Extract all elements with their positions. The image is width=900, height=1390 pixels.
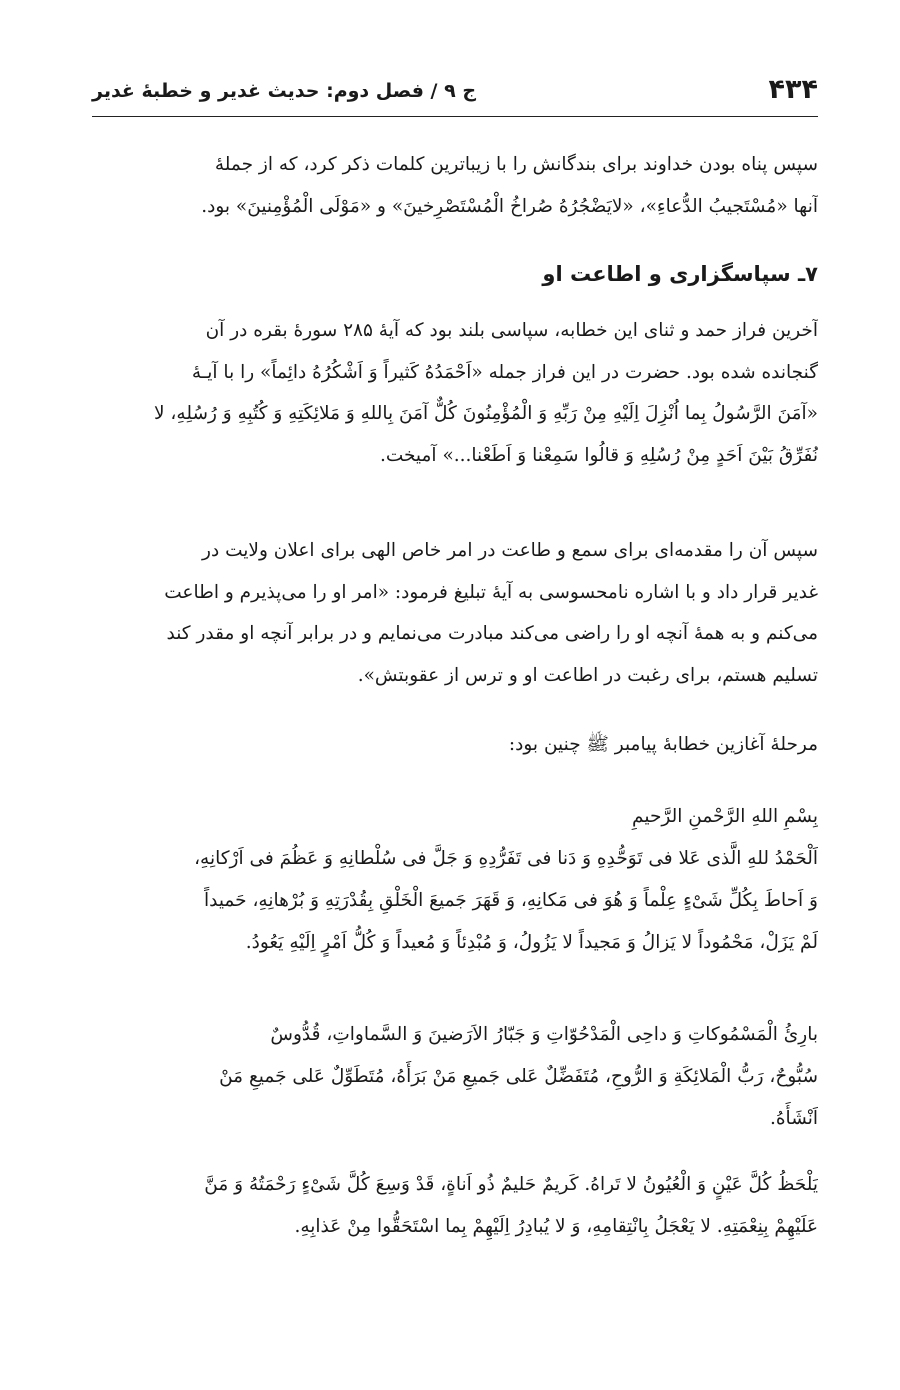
paragraph-obedience — [92, 530, 818, 696]
text-line: آخرین فراز حمد و ثنای این خطابه، سپاسی بلند بود که آیهٔ ۲۸۵ سورهٔ بقره در آن — [205, 320, 818, 341]
text-line: غدیر قرار داد و با اشاره نامحسوسی به آیهٔ تبلیغ فرمود: «امر او را می‌پذیرم و اطاعت — [164, 581, 818, 603]
text-line: نُفَرِّقُ بَیْنَ اَحَدٍ مِنْ رُسُلِهِ وَ قالُوا سَمِعْنا وَ اَطَعْنا...» آمیخت. — [379, 444, 818, 466]
text-line: آنها «مُسْتَجیبُ الدُّعاءِ»، «لایَضْجُرُهُ صُراخُ الْمُسْتَصْرِخینَ» و «مَوْلَی الْمُؤْمِنینَ» بود. — [201, 195, 818, 217]
text-line: گنجانده شده بود. حضرت در این فراز جمله «اَحْمَدُهُ کَثیراً وَ اَشْکُرُهُ دائِماً» را با آیـهٔ — [191, 361, 818, 383]
section-heading: ۷ـ سپاسگزاری و اطاعت او — [542, 262, 818, 286]
running-title: ج ۹ / فصل دوم: حدیث غدیر و خطبهٔ غدیر — [92, 80, 477, 102]
text-line: می‌کنم و به همهٔ آنچه او را راضی می‌کند مبادرت می‌نمایم و در برابر آنچه او مقدر کند — [166, 623, 818, 644]
text-line: تسلیم هستم، برای رغبت در اطاعت او و ترس از عقوبتش». — [357, 664, 818, 686]
paragraph-sermon-intro — [92, 724, 818, 766]
text-line: سپس پناه بودن خداوند برای بندگانش را با زیباترین کلمات ذکر کرد، که از جملهٔ — [214, 154, 818, 175]
text-line: لَمْ یَزَلْ، مَحْمُوداً لا یَزالُ وَ مَجیداً لا یَزُولُ، وَ مُبْدِئاً وَ مُعیداً وَ کُلُّ اَمْرٍ اِلَیْهِ یَعُودُ. — [245, 932, 818, 953]
text-line: یَلْحَظُ کُلَّ عَیْنٍ وَ الْعُیُونُ لا تَراهُ. کَریمٌ حَلیمٌ ذُو اَناةٍ، قَدْ وَسِعَ کُلَّ شَیْءٍ رَحْمَتُهُ وَ مَنَّ — [204, 1174, 818, 1195]
text-line: وَ اَحاطَ بِکُلِّ شَیْءٍ عِلْماً وَ هُوَ فی مَکانِهِ، وَ قَهَرَ جَمیعَ الْخَلْقِ بِقُدْرَتِهِ وَ بُرْهانِهِ، حَمیداً — [204, 890, 818, 911]
text-line: بارِئُ الْمَسْمُوکاتِ وَ داحِی الْمَدْحُوّاتِ وَ جَبّارُ الاَرَضینَ وَ السَّماواتِ، قُدُّوسٌ — [270, 1024, 818, 1045]
text-line: عَلَیْهِمْ بِنِعْمَتِهِ. لا یَعْجَلُ بِانْتِقامِهِ، وَ لا یُبادِرُ اِلَیْهِمْ بِما اسْتَحَقُّوا مِنْ عَذابِهِ. — [294, 1216, 818, 1237]
text-line: اَنْشَأَهُ. — [769, 1108, 818, 1129]
running-header — [92, 72, 818, 117]
text-line: مرحلهٔ آغازین خطابهٔ پیامبر ﷺ چنین بود: — [508, 734, 818, 755]
sermon-block-3 — [92, 1164, 818, 1248]
paragraph-final-praise — [92, 310, 818, 476]
text-line: «آمَنَ الرَّسُولُ بِما اُنْزِلَ اِلَیْهِ مِنْ رَبِّهِ وَ الْمُؤْمِنُونَ کُلٌّ آمَنَ بِاللهِ وَ مَلائِکَتِهِ وَ کُتُبِهِ وَ رُسُلِهِ، لا — [154, 403, 818, 424]
paragraph-intro — [92, 144, 818, 227]
page-number: ۴۳۴ — [768, 74, 818, 105]
basmala-line: بِسْمِ اللهِ الرَّحْمنِ الرَّحیمِ — [632, 806, 818, 827]
sermon-block-1 — [92, 796, 818, 964]
text-line: اَلْحَمْدُ للهِ الَّذی عَلا فی تَوَحُّدِهِ وَ دَنا فی تَفَرُّدِهِ وَ جَلَّ فی سُلْطانِهِ وَ عَظُمَ فی اَرْکانِهِ، — [194, 848, 818, 869]
text-line: سپس آن را مقدمه‌ای برای سمع و طاعت در امر خاص الهی برای اعلان ولایت در — [202, 540, 818, 561]
text-line: سُبُّوحٌ، رَبُّ الْمَلائِکَةِ وَ الرُّوحِ، مُتَفَضِّلٌ عَلی جَمیعِ مَنْ بَرَأَهُ، مُتَطَوِّلٌ عَلی جَمیعِ مَنْ — [219, 1066, 818, 1087]
book-page — [92, 0, 818, 1390]
sermon-block-2 — [92, 1014, 818, 1140]
